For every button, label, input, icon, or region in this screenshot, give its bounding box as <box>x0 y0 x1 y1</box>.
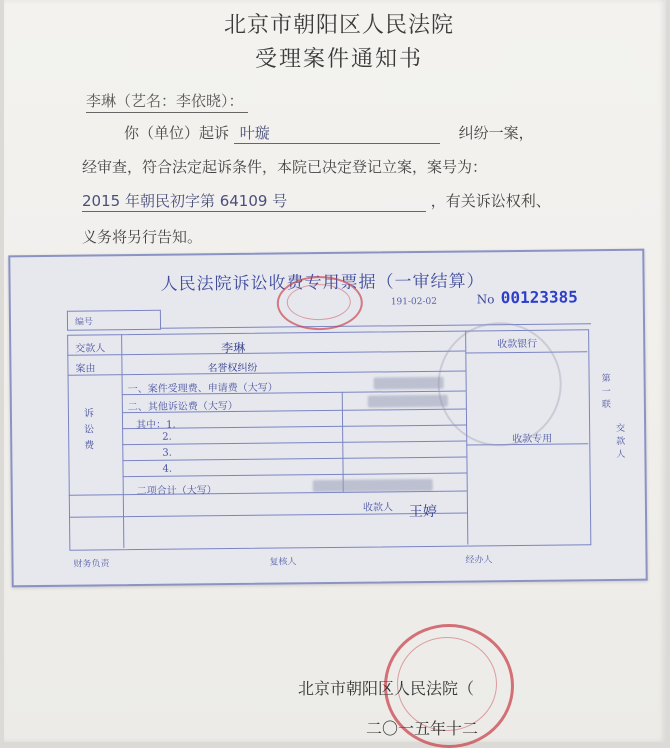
fee-item-2: 二、其他诉讼费（大写） <box>127 400 238 414</box>
receipt-date: 191-02-02 <box>390 296 438 308</box>
case-number: 2015 年朝民初字第 64109 号 <box>82 190 426 212</box>
redacted-amount-1 <box>374 377 444 390</box>
notice-line-2: 经审查，符合法定起诉条件，本院已决定登记立案，案号为： <box>82 158 488 176</box>
copy-label-2: 交款人 <box>616 423 626 460</box>
issuer-label: 财务负责 <box>73 559 110 570</box>
case-label: 案由 <box>75 363 96 375</box>
remit-label: 收款专用 <box>512 433 553 446</box>
receipt-number: 00123385 <box>500 287 578 308</box>
court-name: 北京市朝阳区人民法院 <box>223 13 454 38</box>
fee-total: 二项合计（大写） <box>136 485 217 498</box>
line1-prefix: 你（单位）起诉 <box>124 124 230 142</box>
receipt-no-label: No <box>476 292 495 307</box>
line3-suffix: ，有关诉讼权利、 <box>430 192 551 210</box>
line1-suffix: 纠纷一案， <box>458 124 534 142</box>
footer-court-name: 北京市朝阳区人民法院（ <box>298 679 475 698</box>
payer-name: 李琳 <box>221 340 246 356</box>
fee-receipt <box>8 249 647 588</box>
handwritten-signature: 王婷 <box>408 503 438 521</box>
bank-label: 收款银行 <box>497 338 538 351</box>
fee-sub-3: 3. <box>162 447 172 459</box>
receipt-stamp <box>277 276 364 331</box>
document-title: 受理案件通知书 <box>254 47 423 72</box>
notice-line-3 <box>82 190 551 212</box>
notice-line-1 <box>124 122 534 144</box>
fee-item-1: 一、案件受理费、申请费（大写） <box>127 382 278 396</box>
notice-line-4: 义务将另行告知。 <box>82 228 203 246</box>
faded-seal <box>437 322 562 447</box>
case-cause: 名誉权纠纷 <box>207 362 258 375</box>
redacted-total <box>313 479 433 492</box>
payee-label: 收款人 <box>362 502 394 514</box>
payer-label: 交款人 <box>75 343 106 355</box>
fee-sub-4: 4. <box>162 463 173 475</box>
reviewer-label: 复核人 <box>269 557 297 568</box>
receipt-title: 人民法院诉讼收费专用票据（一审结算） <box>160 271 485 295</box>
fee-sub-1: 其中：1. <box>136 419 176 432</box>
defendant-name: 叶璇 <box>234 122 440 144</box>
fee-sub-2: 2. <box>162 431 172 443</box>
redacted-amount-2 <box>368 395 448 408</box>
footer-date: 二〇一五年十二 <box>366 719 479 738</box>
handler-label: 经办人 <box>465 555 493 566</box>
copy-label: 第一联 <box>601 374 611 411</box>
code-label: 编号 <box>74 317 94 328</box>
recipient: 李琳（艺名：李依晓）： <box>86 90 248 113</box>
side-label: 诉讼费 <box>83 408 95 452</box>
